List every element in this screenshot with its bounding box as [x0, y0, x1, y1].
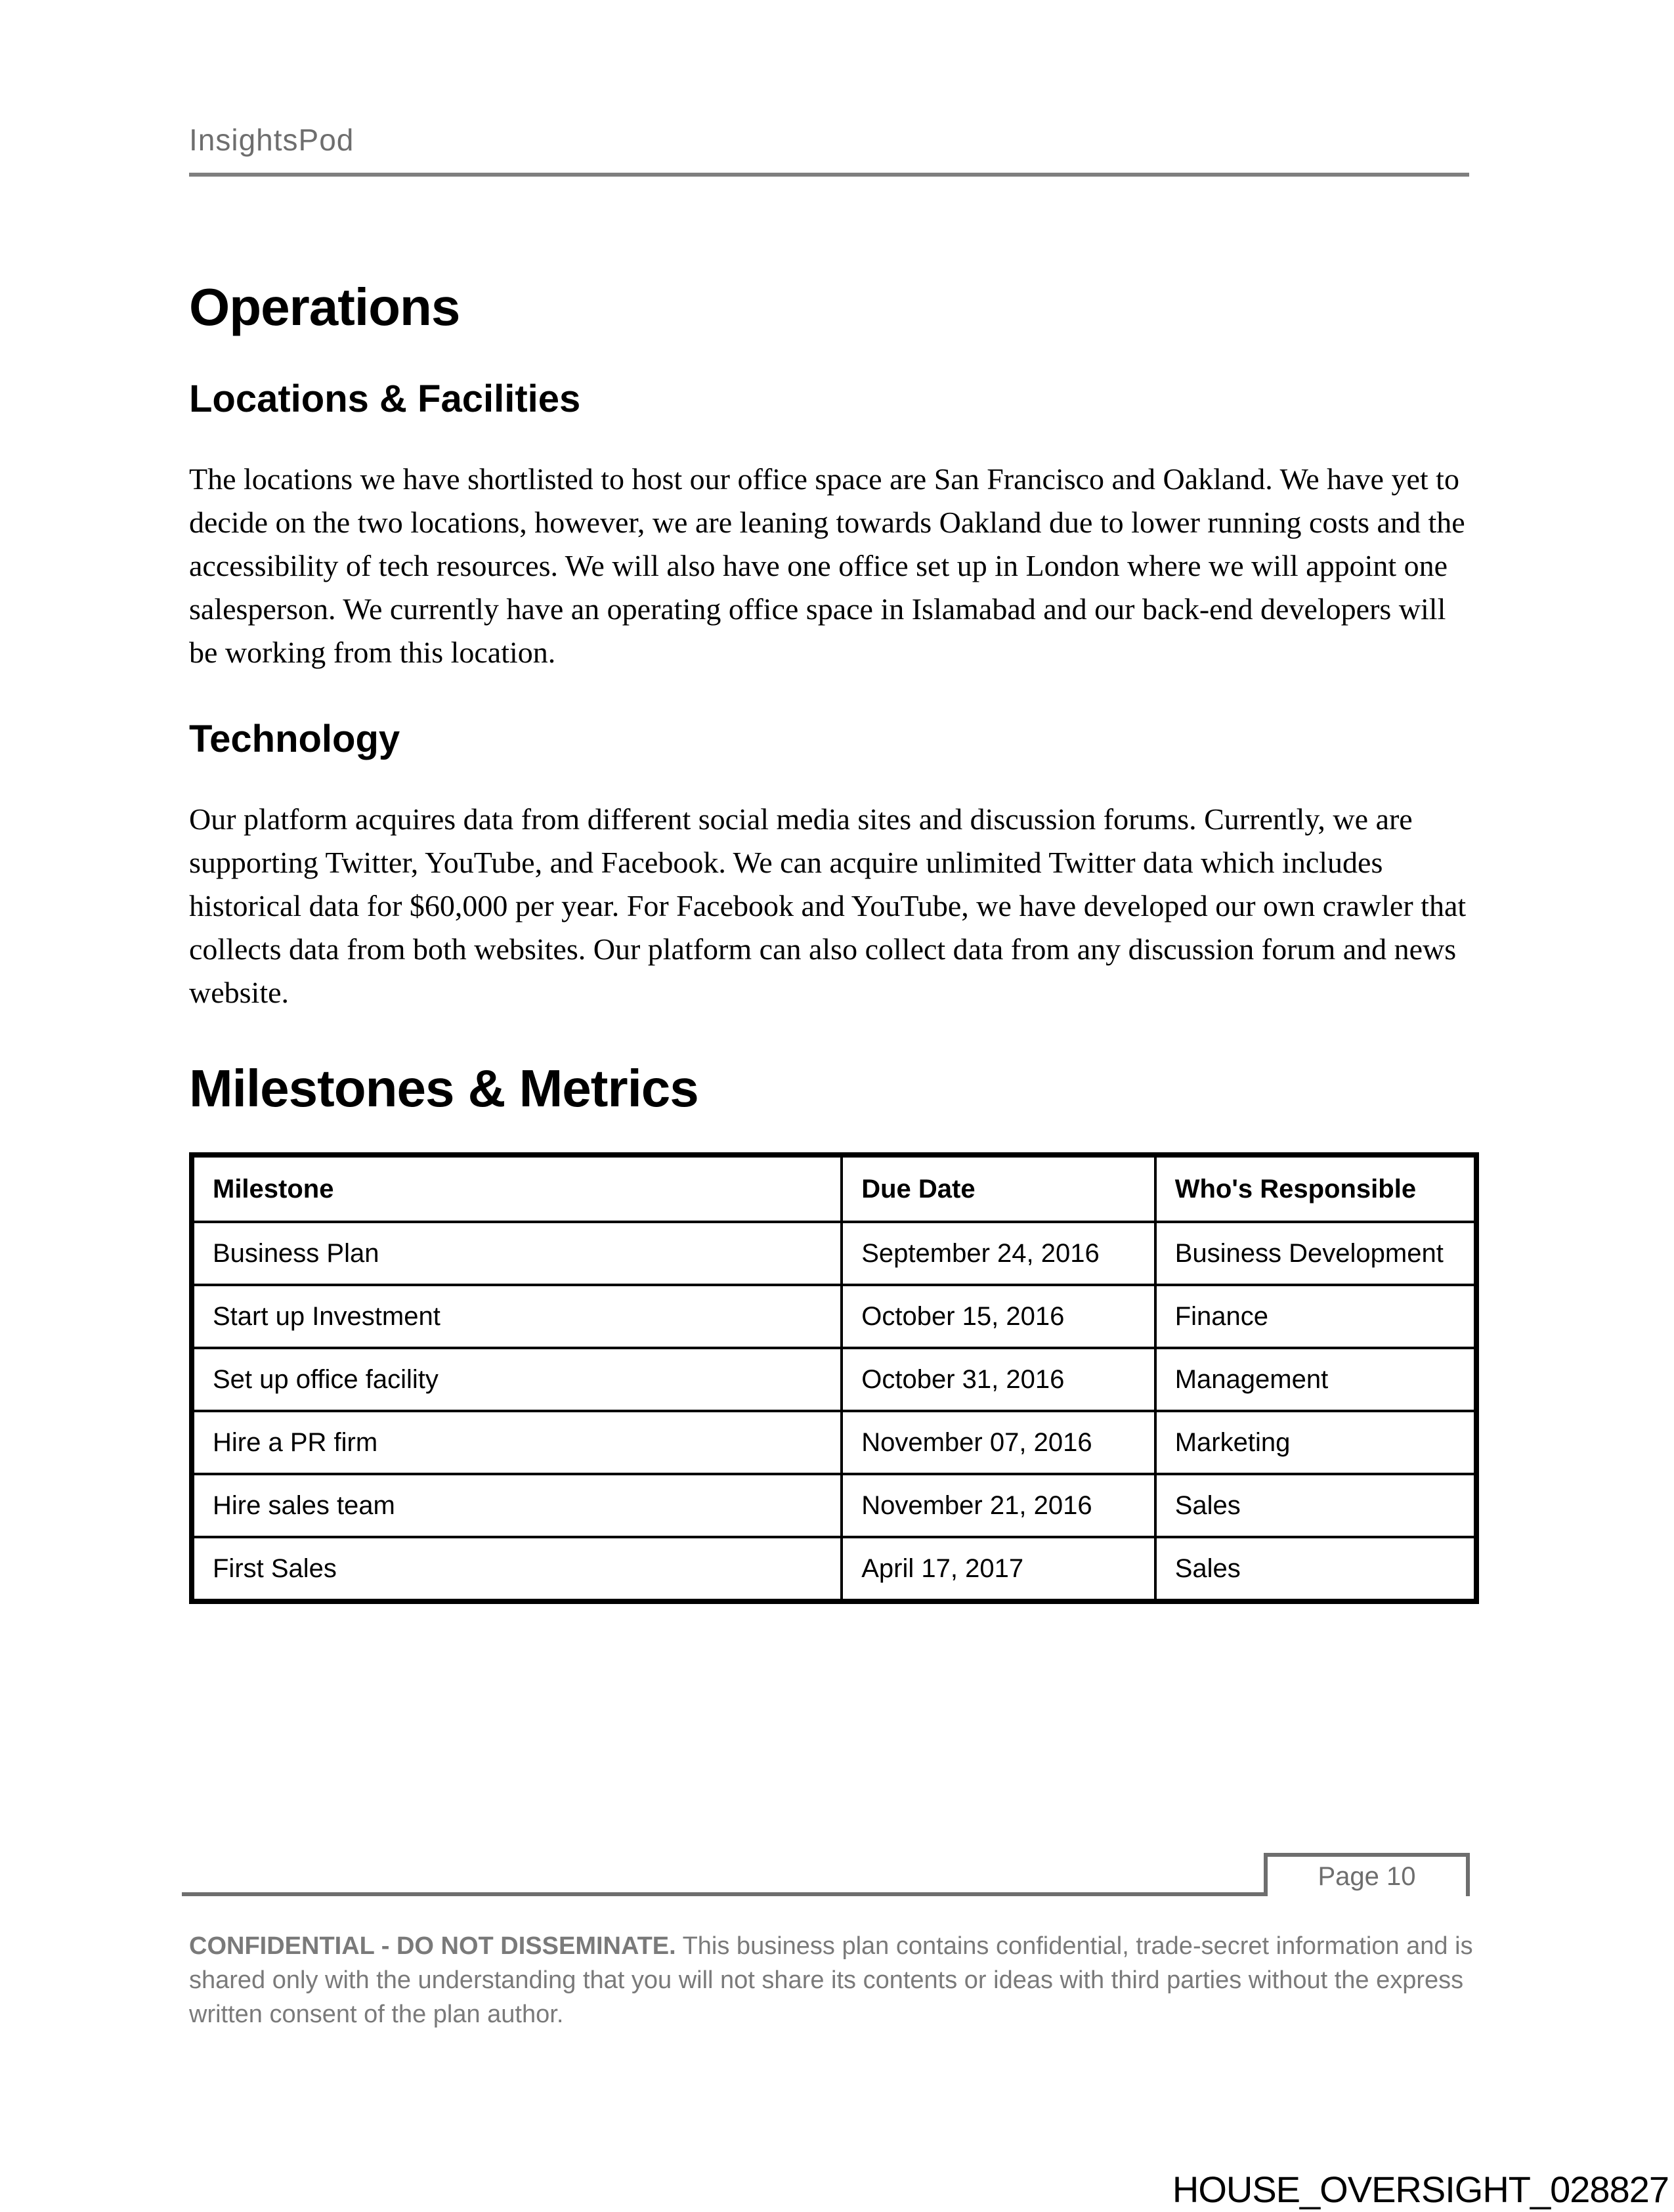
cell-responsible: Sales: [1155, 1537, 1476, 1601]
subsection-title-locations-facilities: Locations & Facilities: [189, 378, 581, 420]
cell-due-date: November 21, 2016: [842, 1474, 1155, 1537]
subsection-title-technology: Technology: [189, 718, 400, 760]
cell-due-date: November 07, 2016: [842, 1411, 1155, 1474]
cell-due-date: April 17, 2017: [842, 1537, 1155, 1601]
section-title-milestones-metrics: Milestones & Metrics: [189, 1059, 698, 1117]
cell-milestone: Set up office facility: [192, 1348, 842, 1411]
header-brand: InsightsPod: [189, 123, 354, 157]
cell-due-date: October 15, 2016: [842, 1285, 1155, 1348]
cell-due-date: October 31, 2016: [842, 1348, 1155, 1411]
confidential-notice: [189, 1929, 1476, 2031]
cell-milestone: Business Plan: [192, 1222, 842, 1285]
confidential-notice-rest: This business plan contains confidential, trade-secret information and is shared only with the understanding that you will not share its contents or ideas with third parties without the express written consent of the plan author.: [189, 1932, 1473, 2028]
column-header-milestone: Milestone: [192, 1155, 842, 1222]
table-row: [192, 1348, 1476, 1411]
cell-milestone: First Sales: [192, 1537, 842, 1601]
confidential-notice-bold: CONFIDENTIAL - DO NOT DISSEMINATE.: [189, 1932, 676, 1960]
header-rule: [189, 173, 1469, 177]
page-number: Page 10: [1318, 1861, 1416, 1891]
cell-responsible: Business Development: [1155, 1222, 1476, 1285]
table-header-row: [192, 1155, 1476, 1222]
cell-responsible: Marketing: [1155, 1411, 1476, 1474]
cell-milestone: Hire a PR firm: [192, 1411, 842, 1474]
column-header-whos-responsible: Who's Responsible: [1155, 1155, 1476, 1222]
footer-rule: [182, 1892, 1264, 1896]
cell-responsible: Management: [1155, 1348, 1476, 1411]
table-row: [192, 1222, 1476, 1285]
bates-number: HOUSE_OVERSIGHT_028827: [1172, 2169, 1669, 2210]
cell-due-date: September 24, 2016: [842, 1222, 1155, 1285]
section-title-operations: Operations: [189, 278, 460, 336]
cell-responsible: Sales: [1155, 1474, 1476, 1537]
locations-paragraph: The locations we have shortlisted to host our office space are San Francisco and Oakland. We have yet to decide on the two locations, however, we are leaning towards Oakland due to lower running costs and the accessibility of tech resources. We will also have one office set up in London where we will appoint one salesperson. We currently have an operating office space in Islamabad and our back-end developers will be working from this location.: [189, 462, 1465, 669]
page-number-box: [1264, 1853, 1470, 1896]
cell-milestone: Hire sales team: [192, 1474, 842, 1537]
technology-paragraph: Our platform acquires data from different social media sites and discussion forums. Currently, we are supporting Twitter, YouTube, and Facebook. We can acquire unlimited Twitter data which includes historical data for $60,000 per year. For Facebook and YouTube, we have developed our own crawler that collects data from both websites. Our platform can also collect data from any discussion forum and news website.: [189, 802, 1467, 1009]
milestones-table: [189, 1152, 1479, 1604]
table-row: [192, 1537, 1476, 1601]
cell-responsible: Finance: [1155, 1285, 1476, 1348]
table-row: [192, 1285, 1476, 1348]
table-row: [192, 1411, 1476, 1474]
cell-milestone: Start up Investment: [192, 1285, 842, 1348]
table-row: [192, 1474, 1476, 1537]
column-header-due-date: Due Date: [842, 1155, 1155, 1222]
